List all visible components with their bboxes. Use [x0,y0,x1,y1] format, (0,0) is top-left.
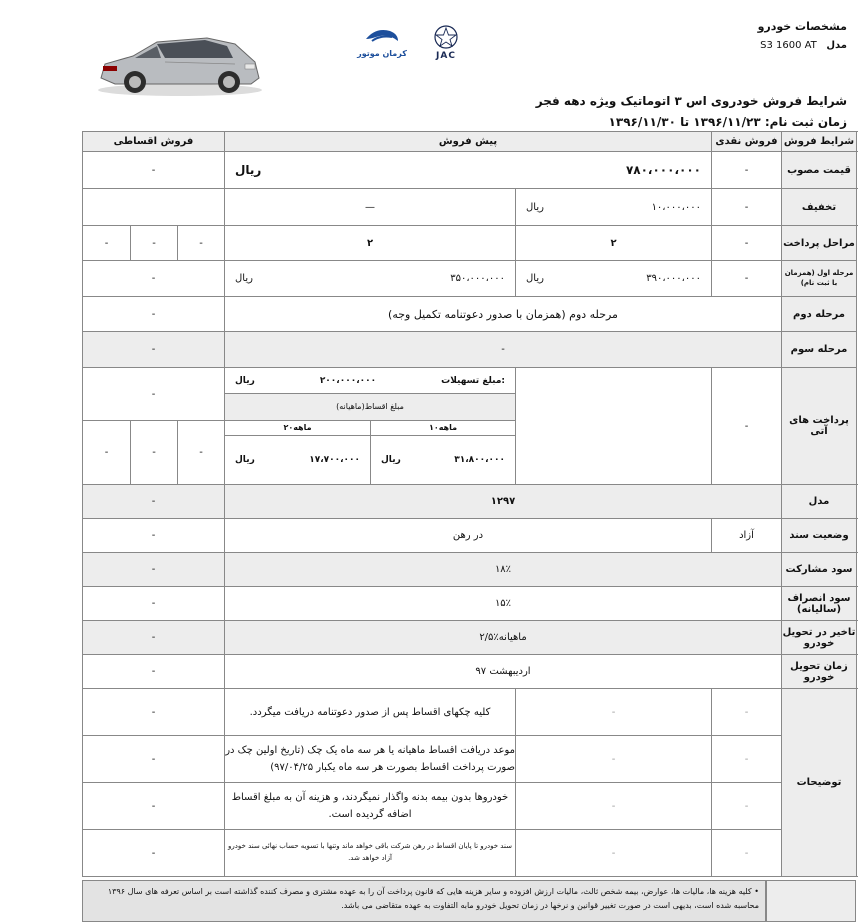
model-line [760,40,847,51]
future-installment: - [83,368,225,421]
step1-b-value: ۳۵۰،۰۰۰،۰۰۰ [450,273,505,284]
m10-label: ۱۰ماهه [371,421,515,436]
col-cash: فروش نقدی [712,132,782,152]
model-label-cell: مدل [782,485,857,519]
row-step3 [83,332,857,368]
note1-text: کلیه چکهای اقساط پس از صدور دعوتنامه دریافت میگردد. [225,689,516,736]
partnership-presale: ۱۸٪ [225,553,782,587]
step1-presale-a [516,261,712,297]
steps-presale-b: ۲ [225,226,516,261]
doc-presale-b: در رهن [225,519,712,553]
col-installment: فروش اقساطی [83,132,225,152]
note3-presale-a: - [516,783,712,830]
row-model [83,485,857,519]
note1-cash: - [712,689,782,736]
note4-text: سند خودرو تا پایان اقساط در رهن شرکت باقی خواهد ماند وتنها با تسویه حساب نهائی سند خودرو آزاد خواهد شد. [225,830,516,877]
row-price [83,152,857,189]
col-presale: پیش فروش [225,132,712,152]
steps-inst-3: - [178,226,225,261]
delivery-installment: - [83,655,225,689]
note3-cash: - [712,783,782,830]
step1-label: مرحله اول (همزمان با ثبت نام) [782,261,857,297]
model-presale: ۱۲۹۷ [225,485,782,519]
future-inst-1: - [83,421,131,485]
price-installment: - [83,152,225,189]
registration-period [609,115,847,129]
m10-value: ۳۱،۸۰۰،۰۰۰ [454,455,505,465]
notes-label: توضیحات [782,689,857,877]
delay-label: تاخیر در تحویل خودرو [782,621,857,655]
table-header-row [83,132,857,152]
price-value: ۷۸۰،۰۰۰،۰۰۰ [625,163,701,177]
step1-installment: - [83,261,225,297]
price-presale [225,152,712,189]
row-note-2 [83,736,857,783]
jac-text: JAC [436,51,456,60]
note1-installment: - [83,689,225,736]
row-step2 [83,297,857,332]
model-value: S3 1600 AT [760,40,817,51]
kerman-motor-text: کرمان موتور [357,49,407,58]
row-cancel [83,587,857,621]
discount-value: ۱۰،۰۰۰،۰۰۰ [651,201,701,213]
kerman-motor-logo [352,25,412,59]
reg-from: ۱۳۹۶/۱۱/۲۳ [693,115,761,129]
step2-presale: مرحله دوم (همزمان با صدور دعوتنامه تکمیل وجه) [225,297,782,332]
m10-currency: ریال [381,455,401,465]
jac-logo [418,24,474,60]
facility-label: مبلغ تسهیلات: [441,375,505,386]
doc-label: وضعیت سند [782,519,857,553]
note2-presale-a: - [516,736,712,783]
cancel-presale: ۱۵٪ [225,587,782,621]
discount-currency: ریال [526,201,544,213]
model-installment: - [83,485,225,519]
price-currency: ریال [235,163,262,177]
step1-cash: - [712,261,782,297]
step2-installment: - [83,297,225,332]
step3-installment: - [83,332,225,368]
price-cash: - [712,152,782,189]
step3-label: مرحله سوم [782,332,857,368]
note2-installment: - [83,736,225,783]
row-delay [83,621,857,655]
step1-a-value: ۳۹۰،۰۰۰،۰۰۰ [646,273,701,284]
row-step1 [83,261,857,297]
doc-installment: - [83,519,225,553]
note4-cash: - [712,830,782,877]
m20-value: ۱۷،۷۰۰،۰۰۰ [309,455,360,465]
facility-currency: ریال [235,375,255,386]
price-label: قیمت مصوب [782,152,857,189]
row-note-1 [83,689,857,736]
page-title: شرایط فروش خودروی اس ۳ اتوماتیک ویژه دهه فجر [535,94,847,108]
monthly-label: مبلغ اقساط(ماهیانه) [225,393,515,420]
partnership-installment: - [83,553,225,587]
future-inst-3: - [178,421,225,485]
model-label: مدل [826,40,847,51]
steps-cash: - [712,226,782,261]
step3-presale: - [225,332,782,368]
footnote: • کلیه هزینه ها، مالیات ها، عوارض، بیمه شخص ثالث، مالیات ارزش افزوده و سایر هزینه هایی که قانون پرداخت آن را به عهده مشتری و مصرف کننده گذاشته است بر اساس تعرفه های سال ۱۳۹۶ محاسبه شده است، بدیهی است در صورت تغییر قوانین و نرخها در زمان تحویل خودرو مابه التفاوت به عهده متقاضی می باشد. [82,880,766,922]
note3-text: خودروها بدون بیمه بدنه واگذار نمیگردند، و هزینه آن به مبلغ اقساط اضافه گردیده است. [225,783,516,830]
footnote-side [766,880,856,922]
discount-presale-a [516,189,712,226]
future-20m [225,421,371,485]
note3-installment: - [83,783,225,830]
reg-sep: تا [680,115,690,129]
note4-installment: - [83,830,225,877]
discount-cash: - [712,189,782,226]
spec-title: مشخصات خودرو [757,20,847,33]
row-partnership [83,553,857,587]
note2-text: موعد دریافت اقساط ماهیانه یا هر سه ماه یک چک (تاریخ اولین چک در صورت پرداخت اقساط بصورت هر سه ماه یکبار ۹۷/۰۴/۲۵) [225,736,516,783]
row-future-top [83,368,857,421]
future-presale-a [516,368,712,485]
steps-label: مراحل پرداخت [782,226,857,261]
row-doc-status [83,519,857,553]
row-delivery [83,655,857,689]
future-label: پرداخت های آتی [782,368,857,485]
delay-installment: - [83,621,225,655]
steps-presale-a: ۲ [516,226,712,261]
future-10m [371,421,516,485]
steps-inst-1: - [83,226,131,261]
reg-label: زمان ثبت نام: [764,115,847,129]
cancel-installment: - [83,587,225,621]
row-note-3 [83,783,857,830]
doc-presale-a: آزاد [712,519,782,553]
sales-terms-table [82,131,857,877]
facility-value: ۲۰۰،۰۰۰،۰۰۰ [319,375,377,386]
car-image [95,28,265,100]
step1-presale-b [225,261,516,297]
note4-presale-a: - [516,830,712,877]
partnership-label: سود مشارکت [782,553,857,587]
row-note-4 [83,830,857,877]
future-facility [225,368,516,421]
step2-label: مرحله دوم [782,297,857,332]
step1-a-currency: ریال [526,273,544,284]
future-inst-2: - [131,421,178,485]
row-discount [83,189,857,226]
step1-b-currency: ریال [235,273,253,284]
delivery-label: زمان تحویل خودرو [782,655,857,689]
discount-presale-b: — [225,189,516,226]
note1-presale-a: - [516,689,712,736]
row-payment-steps [83,226,857,261]
cancel-label: سود انصراف (سالیانه) [782,587,857,621]
discount-label: تخفیف [782,189,857,226]
m20-currency: ریال [235,455,255,465]
note2-cash: - [712,736,782,783]
future-cash: - [712,368,782,485]
delivery-presale: اردیبهشت ۹۷ [225,655,782,689]
m20-label: ۲۰ماهه [225,421,370,436]
discount-installment [83,189,225,226]
steps-inst-2: - [131,226,178,261]
delay-presale: ۲/۵٪ماهیانه [225,621,782,655]
reg-to: ۱۳۹۶/۱۱/۳۰ [608,115,676,129]
col-terms: شرایط فروش [782,132,857,152]
